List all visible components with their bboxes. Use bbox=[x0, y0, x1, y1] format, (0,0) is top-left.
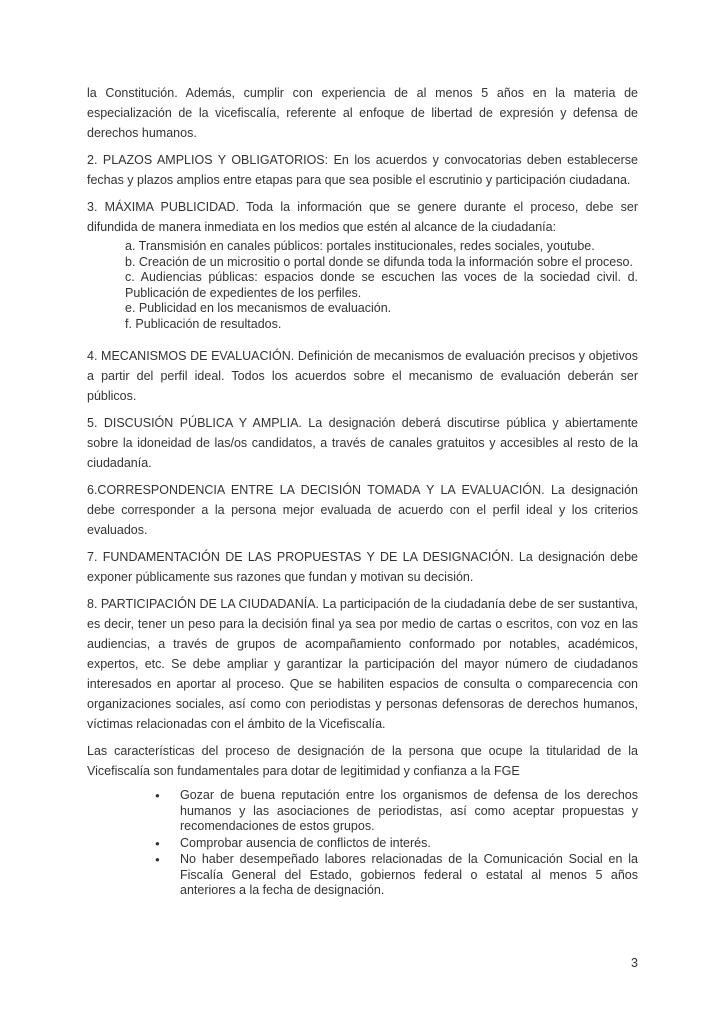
sublist-item-a: a. Transmisión en canales públicos: portales institucionales, redes sociales, youtube. bbox=[125, 239, 595, 253]
paragraph-item-3-maxima-publicidad: 3. MÁXIMA PUBLICIDAD. Toda la información que se genere durante el proceso, debe ser difundida de manera inmediata en los medios que estén al alcance de la ciudadanía: bbox=[87, 200, 638, 234]
bullet-item-text: Gozar de buena reputación entre los organismos de defensa de los derechos humanos y las asociaciones de periodistas, así como aceptar propuestas y recomendaciones de estos grupos. bbox=[180, 788, 638, 833]
paragraph-item-6-correspondencia: 6.CORRESPONDENCIA ENTRE LA DECISIÓN TOMADA Y LA EVALUACIÓN. La designación debe corresponder a la persona mejor evaluada de acuerdo con el perfil ideal y los criterios evaluados. bbox=[87, 483, 638, 537]
bullet-item-reputacion bbox=[87, 788, 638, 835]
paragraph-item-2-plazos: 2. PLAZOS AMPLIOS Y OBLIGATORIOS: En los acuerdos y convocatorias deben establecerse fechas y plazos amplios entre etapas para que sea posible el escrutinio y participación ciudadana. bbox=[87, 153, 638, 187]
sublist-item-f: f. Publicación de resultados. bbox=[125, 316, 282, 331]
bullet-dot-icon: ● bbox=[155, 838, 160, 848]
page-content bbox=[87, 83, 638, 900]
bullet-item-conflictos bbox=[87, 836, 638, 852]
bullet-dot-icon: ● bbox=[155, 791, 160, 800]
paragraph-closing: Las características del proceso de designación de la persona que ocupe la titularidad de la Vicefiscalía son fundamentales para dotar de legitimidad y confianza a la FGE bbox=[87, 744, 638, 778]
sublist-item-c-d: c. Audiencias públicas: espacios donde se escuchen las voces de la sociedad civil. d. Publicación de expedientes de los perfiles. bbox=[125, 270, 638, 300]
bullet-item-text: Comprobar ausencia de conflictos de interés. bbox=[180, 835, 431, 850]
paragraph-item-7-fundamentacion: 7. FUNDAMENTACIÓN DE LAS PROPUESTAS Y DE LA DESIGNACIÓN. La designación debe exponer públicamente sus razones que fundan y motivan su decisión. bbox=[87, 550, 638, 584]
bullet-dot-icon: ● bbox=[155, 855, 160, 864]
requirements-bullet-list bbox=[87, 788, 638, 899]
paragraph-item-8-participacion: 8. PARTICIPACIÓN DE LA CIUDADANÍA. La participación de la ciudadanía debe de ser sustantiva, es decir, tener un peso para la decisión final ya sea por medio de cartas o escritos, con voz en las audiencias, a través de grupos de acompañamiento conformado por notables, académicos, expertos, etc. Se debe ampliar y garantizar la participación del mayor número de ciudadanos interesados en aportar al proceso. Que se habiliten espacios de consulta o comparecencia con organizaciones sociales, así como con periodistas y personas defensoras de derechos humanos, víctimas relacionadas con el ámbito de la Vicefiscalía. bbox=[87, 597, 638, 731]
paragraph-item-5-discusion: 5. DISCUSIÓN PÚBLICA Y AMPLIA. La designación deberá discutirse pública y abiertamente sobre la idoneidad de las/os candidatos, a través de canales gratuitos y accesibles al resto de la ciudadanía. bbox=[87, 416, 638, 470]
sublist-item-b: b. Creación de un micrositio o portal donde se difunda toda la información sobre el proceso. bbox=[125, 254, 633, 269]
paragraph-intro-continuation: la Constitución. Además, cumplir con experiencia de al menos 5 años en la materia de especialización de la vicefiscalía, referente al enfoque de libertad de expresión y defensa de derechos humanos. bbox=[87, 86, 638, 140]
bullet-item-text: No haber desempeñado labores relacionadas de la Comunicación Social en la Fiscalía General del Estado, gobiernos federal o estatal al menos 5 años anteriores a la fecha de designación. bbox=[180, 852, 638, 897]
paragraph-item-4-mecanismos: 4. MECANISMOS DE EVALUACIÓN. Definición de mecanismos de evaluación precisos y objetivos a partir del perfil ideal. Todos los acuerdos sobre el mecanismo de evaluación deberán ser públicos. bbox=[87, 349, 638, 403]
sublist-item-e: e. Publicidad en los mecanismos de evaluación. bbox=[125, 301, 392, 315]
item-3-sublist bbox=[87, 239, 638, 332]
page-number: 3 bbox=[631, 956, 638, 970]
bullet-item-labores bbox=[87, 852, 638, 899]
